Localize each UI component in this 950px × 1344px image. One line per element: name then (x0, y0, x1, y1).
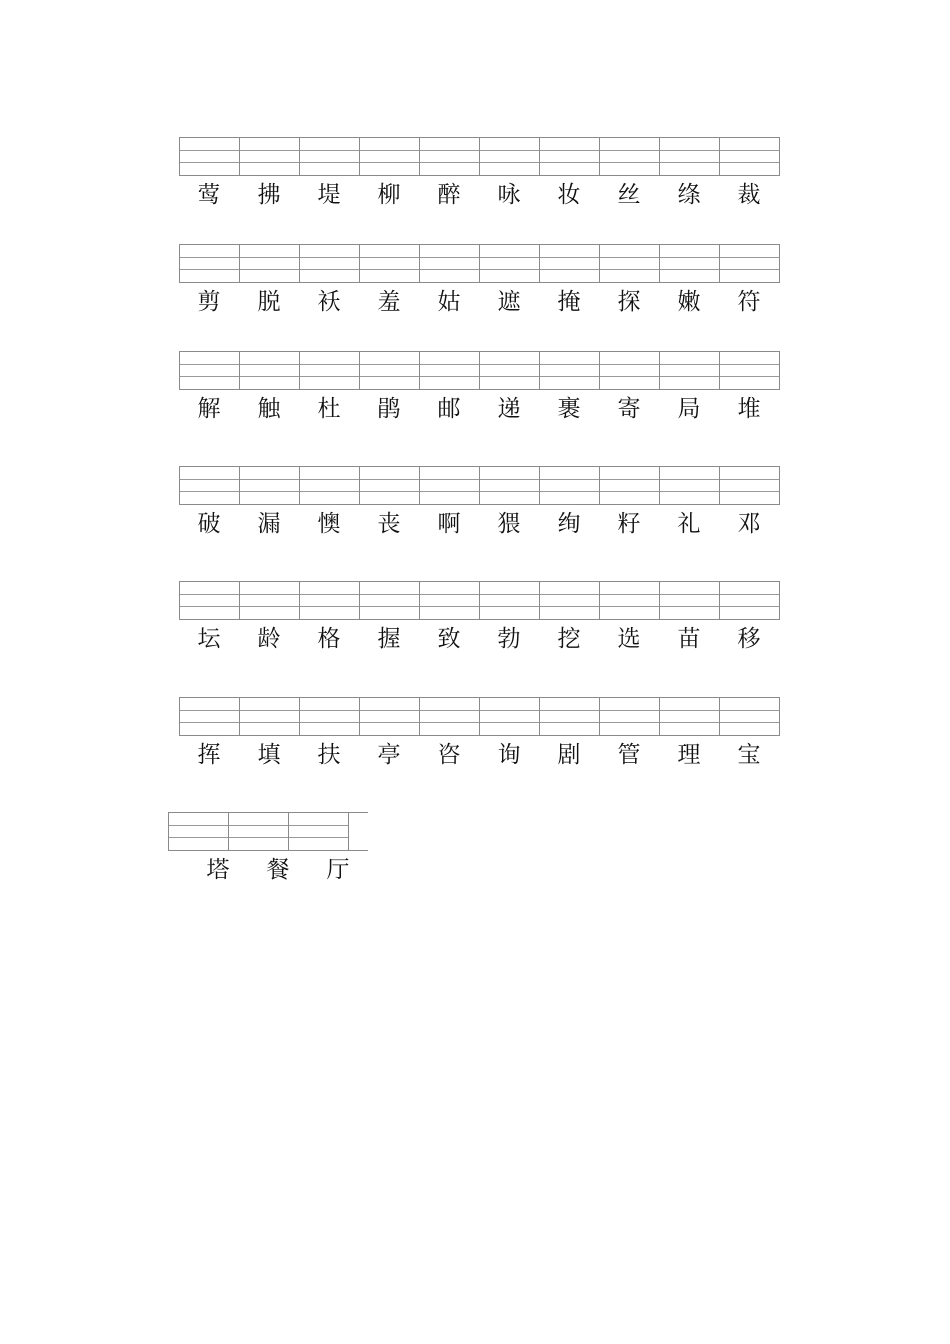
grid-cell (240, 245, 300, 282)
grid-cell (240, 352, 300, 389)
pinyin-writing-grid (179, 581, 780, 620)
hanzi-character: 绚 (557, 511, 581, 537)
grid-cell (660, 245, 720, 282)
hanzi-character: 餐 (266, 857, 290, 883)
character-row-6 (179, 697, 780, 772)
hanzi-character: 嫩 (677, 289, 701, 315)
grid-cell (420, 467, 480, 504)
pinyin-writing-grid (179, 244, 780, 283)
pinyin-writing-grid (179, 351, 780, 390)
character-row-1 (179, 137, 780, 212)
grid-cell (600, 698, 660, 735)
hanzi-character: 宝 (737, 742, 761, 768)
grid-cell (720, 352, 780, 389)
grid-cell (420, 245, 480, 282)
hanzi-character: 移 (737, 626, 761, 652)
hanzi-character: 邓 (737, 511, 761, 537)
hanzi-character: 丝 (617, 182, 641, 208)
hanzi-character: 选 (617, 626, 641, 652)
character-line (179, 738, 780, 772)
character-row-2 (179, 244, 780, 319)
grid-cell (720, 138, 780, 175)
grid-cell (660, 698, 720, 735)
hanzi-character: 致 (437, 626, 461, 652)
character-line (188, 853, 368, 887)
hanzi-character: 羞 (377, 289, 401, 315)
grid-cell (540, 245, 600, 282)
grid-cell (300, 467, 360, 504)
hanzi-character: 醉 (437, 182, 461, 208)
character-line (179, 507, 780, 541)
hanzi-character: 询 (497, 742, 521, 768)
grid-cell (540, 467, 600, 504)
hanzi-character: 啊 (437, 511, 461, 537)
hanzi-character: 籽 (617, 511, 641, 537)
hanzi-character: 猥 (497, 511, 521, 537)
grid-cell (480, 698, 540, 735)
grid-cell (420, 138, 480, 175)
grid-cell (720, 245, 780, 282)
grid-cell (360, 467, 420, 504)
grid-cell (360, 245, 420, 282)
hanzi-character: 塔 (206, 857, 230, 883)
hanzi-character: 递 (497, 396, 521, 422)
character-row-3 (179, 351, 780, 426)
hanzi-character: 堆 (737, 396, 761, 422)
hanzi-character: 袄 (317, 289, 341, 315)
grid-cell (180, 245, 240, 282)
hanzi-character: 局 (677, 396, 701, 422)
hanzi-character: 懊 (317, 511, 341, 537)
hanzi-character: 理 (677, 742, 701, 768)
hanzi-character: 妆 (557, 182, 581, 208)
hanzi-character: 苗 (677, 626, 701, 652)
character-row-7 (168, 812, 368, 887)
hanzi-character: 挥 (197, 742, 221, 768)
grid-cell (480, 582, 540, 619)
character-line (179, 392, 780, 426)
grid-cell (229, 813, 289, 850)
hanzi-character: 莺 (197, 182, 221, 208)
hanzi-character: 扶 (317, 742, 341, 768)
grid-cell (300, 352, 360, 389)
hanzi-character: 握 (377, 626, 401, 652)
hanzi-character: 拂 (257, 182, 281, 208)
grid-cell (360, 582, 420, 619)
hanzi-character: 管 (617, 742, 641, 768)
grid-cell (180, 138, 240, 175)
grid-cell (720, 582, 780, 619)
pinyin-writing-grid (179, 137, 780, 176)
hanzi-character: 漏 (257, 511, 281, 537)
hanzi-character: 柳 (377, 182, 401, 208)
grid-cell (600, 467, 660, 504)
hanzi-character: 填 (257, 742, 281, 768)
hanzi-character: 杜 (317, 396, 341, 422)
hanzi-character: 寄 (617, 396, 641, 422)
hanzi-character: 触 (257, 396, 281, 422)
grid-cell (300, 582, 360, 619)
grid-cell (480, 352, 540, 389)
grid-cell (300, 138, 360, 175)
hanzi-character: 坛 (197, 626, 221, 652)
pinyin-writing-grid (168, 812, 368, 851)
grid-cell (660, 582, 720, 619)
grid-cell (360, 138, 420, 175)
character-line (179, 178, 780, 212)
grid-cell (480, 245, 540, 282)
hanzi-character: 裁 (737, 182, 761, 208)
grid-cell (169, 813, 229, 850)
grid-cell (720, 467, 780, 504)
grid-cell (540, 582, 600, 619)
grid-cell (600, 352, 660, 389)
hanzi-character: 鹃 (377, 396, 401, 422)
character-row-4 (179, 466, 780, 541)
grid-cell (240, 698, 300, 735)
hanzi-character: 堤 (317, 182, 341, 208)
hanzi-character: 绦 (677, 182, 701, 208)
hanzi-character: 剧 (557, 742, 581, 768)
grid-cell (600, 245, 660, 282)
hanzi-character: 咨 (437, 742, 461, 768)
hanzi-character: 掩 (557, 289, 581, 315)
character-row-5 (179, 581, 780, 656)
grid-cell (420, 698, 480, 735)
grid-cell (660, 467, 720, 504)
grid-cell (600, 582, 660, 619)
grid-cell (660, 352, 720, 389)
hanzi-character: 破 (197, 511, 221, 537)
grid-cell (300, 245, 360, 282)
hanzi-character: 咏 (497, 182, 521, 208)
grid-cell (420, 582, 480, 619)
grid-cell (240, 582, 300, 619)
hanzi-character: 遮 (497, 289, 521, 315)
hanzi-character: 符 (737, 289, 761, 315)
grid-cell (180, 582, 240, 619)
grid-cell (289, 813, 349, 850)
hanzi-character: 挖 (557, 626, 581, 652)
pinyin-writing-grid (179, 466, 780, 505)
hanzi-character: 礼 (677, 511, 701, 537)
character-line (179, 622, 780, 656)
grid-cell (480, 138, 540, 175)
hanzi-character: 脱 (257, 289, 281, 315)
hanzi-character: 格 (317, 626, 341, 652)
grid-cell (540, 352, 600, 389)
hanzi-character: 姑 (437, 289, 461, 315)
grid-cell (480, 467, 540, 504)
grid-cell (420, 352, 480, 389)
grid-cell (360, 352, 420, 389)
hanzi-character: 龄 (257, 626, 281, 652)
hanzi-character: 剪 (197, 289, 221, 315)
grid-cell (240, 138, 300, 175)
grid-cell (300, 698, 360, 735)
hanzi-character: 丧 (377, 511, 401, 537)
hanzi-character: 厅 (326, 857, 350, 883)
pinyin-writing-grid (179, 697, 780, 736)
grid-cell (660, 138, 720, 175)
grid-cell (540, 138, 600, 175)
hanzi-character: 亭 (377, 742, 401, 768)
grid-cell (180, 352, 240, 389)
character-line (179, 285, 780, 319)
hanzi-character: 裹 (557, 396, 581, 422)
grid-cell (600, 138, 660, 175)
grid-cell (180, 698, 240, 735)
grid-cell (360, 698, 420, 735)
grid-cell (240, 467, 300, 504)
grid-cell (540, 698, 600, 735)
grid-cell (180, 467, 240, 504)
grid-cell (720, 698, 780, 735)
hanzi-character: 解 (197, 396, 221, 422)
hanzi-character: 邮 (437, 396, 461, 422)
hanzi-character: 勃 (497, 626, 521, 652)
hanzi-character: 探 (617, 289, 641, 315)
